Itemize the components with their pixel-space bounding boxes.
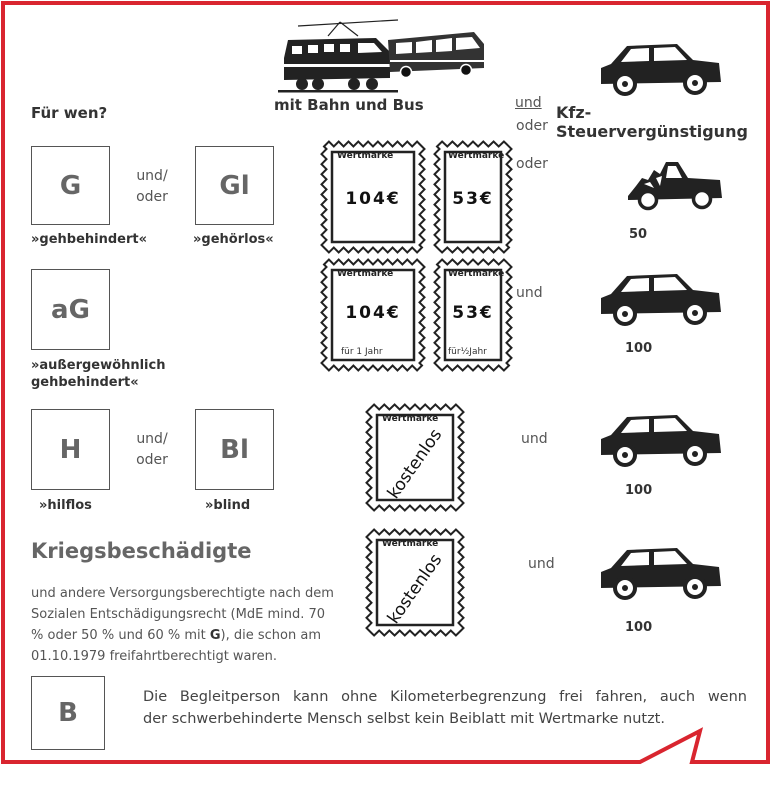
- row3-tax-connector: und: [521, 431, 548, 447]
- stamp-free: [366, 404, 464, 511]
- car-icon: [597, 268, 725, 328]
- row4-tax-connector: und: [528, 556, 555, 572]
- for-whom-heading: Für wen?: [31, 104, 108, 122]
- war-victims-heading: Kriegsbeschädigte: [31, 539, 252, 563]
- row1-tax-value: 50: [629, 227, 648, 242]
- companion-note: [143, 686, 747, 730]
- note-line: Die Begleitperson kann ohne Kilometerbegrenzung frei fahren, auch wenn: [143, 689, 747, 705]
- note-line: der schwerbehinderte Mensch selbst kein Beiblatt mit Wertmarke nutzt.: [143, 711, 665, 727]
- war-victims-description: [31, 583, 361, 667]
- row3-mark-connector: [128, 429, 176, 471]
- car-icon: [597, 38, 725, 98]
- stamp-period: für½Jahr: [448, 347, 487, 357]
- stamp-free: [366, 529, 464, 636]
- car-icon: [597, 542, 725, 602]
- tax-benefit-heading: Kfz-Steuervergünstigung: [556, 103, 748, 141]
- mark-aG-box: aG: [31, 269, 110, 350]
- stamp-53-euro: [434, 141, 512, 253]
- stamp-title: Wertmarke: [382, 414, 439, 424]
- row2-tax-value: 100: [625, 341, 653, 356]
- car-icon: [597, 409, 725, 469]
- stamp-104-euro-year: [321, 259, 425, 371]
- header-or-connector: oder: [516, 118, 548, 134]
- row1-mark-connector: [128, 166, 176, 208]
- connector-or-text: oder: [136, 452, 168, 468]
- mark-Bl-label: »blind: [205, 498, 251, 513]
- stamp-free-text: kostenlos: [383, 425, 447, 503]
- connector-or-text: oder: [136, 189, 168, 205]
- stamp-title: Wertmarke: [448, 269, 505, 279]
- mark-G-label: »gehbehindert«: [31, 232, 148, 247]
- mark-G-box: G: [31, 146, 110, 225]
- mark-aG-label: »außergewöhnlich gehbehindert«: [31, 358, 166, 390]
- stamp-value: 104€: [345, 303, 401, 323]
- damaged-car-icon: [626, 156, 726, 212]
- description-line: und andere Versorgungsberechtigte nach dem: [31, 586, 334, 601]
- mark-H-box: H: [31, 409, 110, 490]
- rail-bus-heading: mit Bahn und Bus: [274, 96, 424, 114]
- stamp-value: 53€: [452, 303, 494, 323]
- mark-Gl-label: »gehörlos«: [193, 232, 274, 247]
- row4-tax-value: 100: [625, 620, 653, 635]
- mark-Bl-box: Bl: [195, 409, 274, 490]
- stamp-104-euro: [321, 141, 425, 253]
- description-line: 01.10.1979 freifahrtberechtigt waren.: [31, 649, 277, 664]
- connector-and-text: und/: [136, 431, 168, 447]
- connector-and-text: und/: [136, 168, 168, 184]
- row1-tax-connector: oder: [516, 156, 548, 172]
- bus-icon: [384, 28, 488, 78]
- row2-tax-connector: und: [516, 285, 543, 301]
- mark-H-label: »hilflos: [39, 498, 92, 513]
- stamp-title: Wertmarke: [337, 269, 394, 279]
- stamp-53-euro-half-year: [434, 259, 512, 371]
- stamp-free-text: kostenlos: [383, 550, 447, 628]
- stamp-title: Wertmarke: [448, 151, 505, 161]
- stamp-value: 104€: [345, 189, 401, 209]
- stamp-title: Wertmarke: [337, 151, 394, 161]
- row3-tax-value: 100: [625, 483, 653, 498]
- header-and-connector: und: [515, 95, 542, 111]
- mark-G-inline: G: [209, 628, 221, 643]
- mark-B-box: B: [31, 676, 105, 750]
- stamp-value: 53€: [452, 189, 494, 209]
- stamp-title: Wertmarke: [382, 539, 439, 549]
- stamp-period: für 1 Jahr: [341, 347, 383, 357]
- description-line: % oder 50 % und 60 % mit G), die schon am: [31, 628, 321, 643]
- description-line: Sozialen Entschädigungsrecht (MdE mind. 70: [31, 607, 326, 622]
- mark-Gl-box: Gl: [195, 146, 274, 225]
